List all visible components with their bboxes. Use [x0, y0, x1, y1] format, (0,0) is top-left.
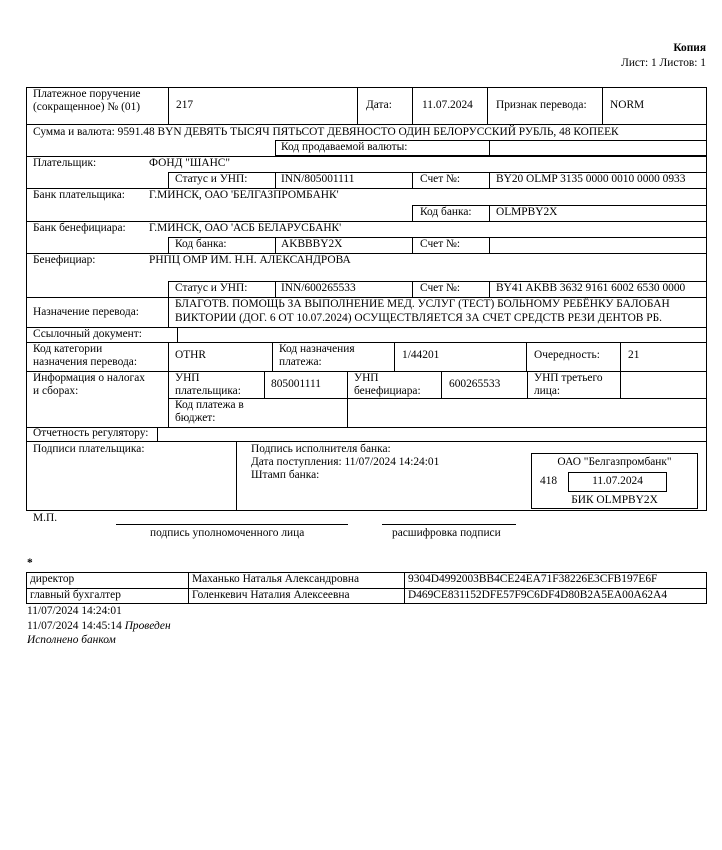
sold-currency-label: Код продаваемой валюты: — [281, 141, 408, 153]
decoding-label: расшифровка подписи — [392, 527, 501, 539]
sheet-info: Лист: 1 Листов: 1 — [621, 57, 706, 69]
purpose-label: Назначение перевода: — [33, 306, 139, 318]
bank-signature-label: Подпись исполнителя банка: — [251, 443, 391, 455]
regulator-label: Отчетность регулятору: — [33, 427, 149, 439]
category-label-2: назначения перевода: — [33, 356, 137, 368]
purpose-line-2: ВИКТОРИИ (ДОГ. 6 ОТ 10.07.2024) ОСУЩЕСТВЛЯЕТСЯ ЗА СЧЕТ СРЕДСТВ РЕЗИ ДЕНТОВ РБ. — [175, 312, 662, 324]
third-unp-label-2: лица: — [534, 385, 561, 397]
amount-text: Сумма и валюта: 9591.48 BYN ДЕВЯТЬ ТЫСЯЧ ПЯТЬСОТ ДЕВЯНОСТО ОДИН БЕЛОРУССКИЙ РУБЛЬ, 48 КОПЕЕК — [33, 126, 619, 138]
log-line-2-status: Проведен — [124, 620, 171, 632]
payer-account: BY20 OLMP 3135 0000 0010 0000 0933 — [496, 173, 686, 185]
priority-label: Очередность: — [534, 349, 600, 361]
payer-unp-label-2: плательщика: — [175, 385, 241, 397]
stamp-bank-name: ОАО "Белгазпромбанк" — [557, 456, 672, 468]
beneficiary-account-label: Счет №: — [420, 282, 461, 294]
payer-unp-label-1: УНП — [175, 372, 200, 384]
beneficiary-label: Бенефициар: — [33, 254, 96, 266]
payer-bank-label: Банк плательщика: — [33, 189, 125, 201]
beneficiary-status-label: Статус и УНП: — [175, 282, 248, 294]
auth-signature-label: подпись уполномоченного лица — [150, 527, 305, 539]
purpose-code-label-2: платежа: — [279, 356, 322, 368]
mp-label: М.П. — [33, 512, 58, 524]
payer-unp-value: 805001111 — [271, 378, 321, 390]
payer-bank-code-label: Код банка: — [420, 206, 472, 218]
bank-stamp-label: Штамп банка: — [251, 469, 320, 481]
payer-status-label: Статус и УНП: — [175, 173, 248, 185]
beneficiary-account: BY41 AKBB 3632 9161 6002 6530 0000 — [496, 282, 686, 294]
payment-code-label-1: Код платежа в — [175, 399, 244, 411]
third-unp-label-1: УНП третьего — [534, 372, 603, 384]
beneficiary-bank-account-label: Счет №: — [420, 238, 461, 250]
purpose-code-value: 1/44201 — [402, 349, 440, 361]
beneficiary-bank-label: Банк бенефициара: — [33, 222, 126, 234]
reference-doc-label: Ссылочный документ: — [33, 328, 142, 340]
category-value: OTHR — [175, 349, 207, 361]
tax-label-1: Информация о налогах — [33, 372, 145, 384]
transfer-sign: NORM — [610, 99, 645, 111]
payer-status: INN/805001111 — [281, 173, 355, 185]
category-label-1: Код категории — [33, 343, 103, 355]
signer-name: Маханько Наталья Александровна — [192, 573, 360, 585]
beneficiary-bank-name: Г.МИНСК, ОАО 'АСБ БЕЛАРУСБАНК' — [149, 222, 342, 234]
tax-label-2: и сборах: — [33, 385, 79, 397]
asterisk: * — [27, 557, 33, 569]
order-number: 217 — [176, 99, 194, 111]
order-date: 11.07.2024 — [422, 99, 473, 111]
stamp-code: 418 — [540, 475, 558, 487]
purpose-line-1: БЛАГОТВ. ПОМОЩЬ ЗА ВЫПОЛНЕНИЕ МЕД. УСЛУГ (ТЕСТ) БОЛЬНОМУ РЕБЁНКУ БАЛОБАН — [175, 298, 670, 310]
transfer-sign-label: Признак перевода: — [496, 99, 587, 111]
order-title: Платежное поручение (сокращенное) № (01) — [33, 88, 141, 114]
signer-role: главный бухгалтер — [30, 589, 121, 601]
log-line-2-time: 11/07/2024 14:45:14 — [27, 620, 122, 632]
payer-bank-name: Г.МИНСК, ОАО 'БЕЛГАЗПРОМБАНК' — [149, 189, 339, 201]
payer-signatures-label: Подписи плательщика: — [33, 443, 145, 455]
beneficiary-bank-code: AKBBBY2X — [281, 238, 343, 250]
log-line-3: Исполнено банком — [27, 634, 116, 646]
benef-unp-label-2: бенефициара: — [354, 385, 421, 397]
signer-role: директор — [30, 573, 75, 585]
signer-name: Голенкевич Наталия Алексеевна — [192, 589, 350, 601]
log-line-2 — [27, 620, 171, 633]
copy-label: Копия — [673, 42, 706, 54]
signer-hash: D469CE831152DFE57F9C6DF4D80B2A5EA00A62A4 — [408, 589, 668, 601]
benef-unp-value: 600265533 — [449, 378, 501, 390]
beneficiary-name: РНПЦ ОМР ИМ. Н.Н. АЛЕКСАНДРОВА — [149, 254, 351, 266]
log-line-1: 11/07/2024 14:24:01 — [27, 605, 122, 617]
payer-name: ФОНД "ШАНС" — [149, 157, 231, 169]
received-date: Дата поступления: 11/07/2024 14:24:01 — [251, 456, 440, 468]
beneficiary-status: INN/600265533 — [281, 282, 356, 294]
beneficiary-bank-code-label: Код банка: — [175, 238, 227, 250]
payer-label: Плательщик: — [33, 157, 97, 169]
payment-code-label-2: бюджет: — [175, 412, 216, 424]
benef-unp-label-1: УНП — [354, 372, 379, 384]
stamp-date: 11.07.2024 — [592, 475, 643, 487]
payer-bank-code: OLMPBY2X — [496, 206, 558, 218]
stamp-bic: БИК OLMPBY2X — [571, 494, 658, 506]
date-label: Дата: — [366, 99, 392, 111]
priority-value: 21 — [628, 349, 640, 361]
signer-hash: 9304D4992003BB4CE24EA71F38226E3CFB197E6F — [408, 573, 658, 585]
purpose-code-label-1: Код назначения — [279, 343, 355, 355]
payer-account-label: Счет №: — [420, 173, 461, 185]
